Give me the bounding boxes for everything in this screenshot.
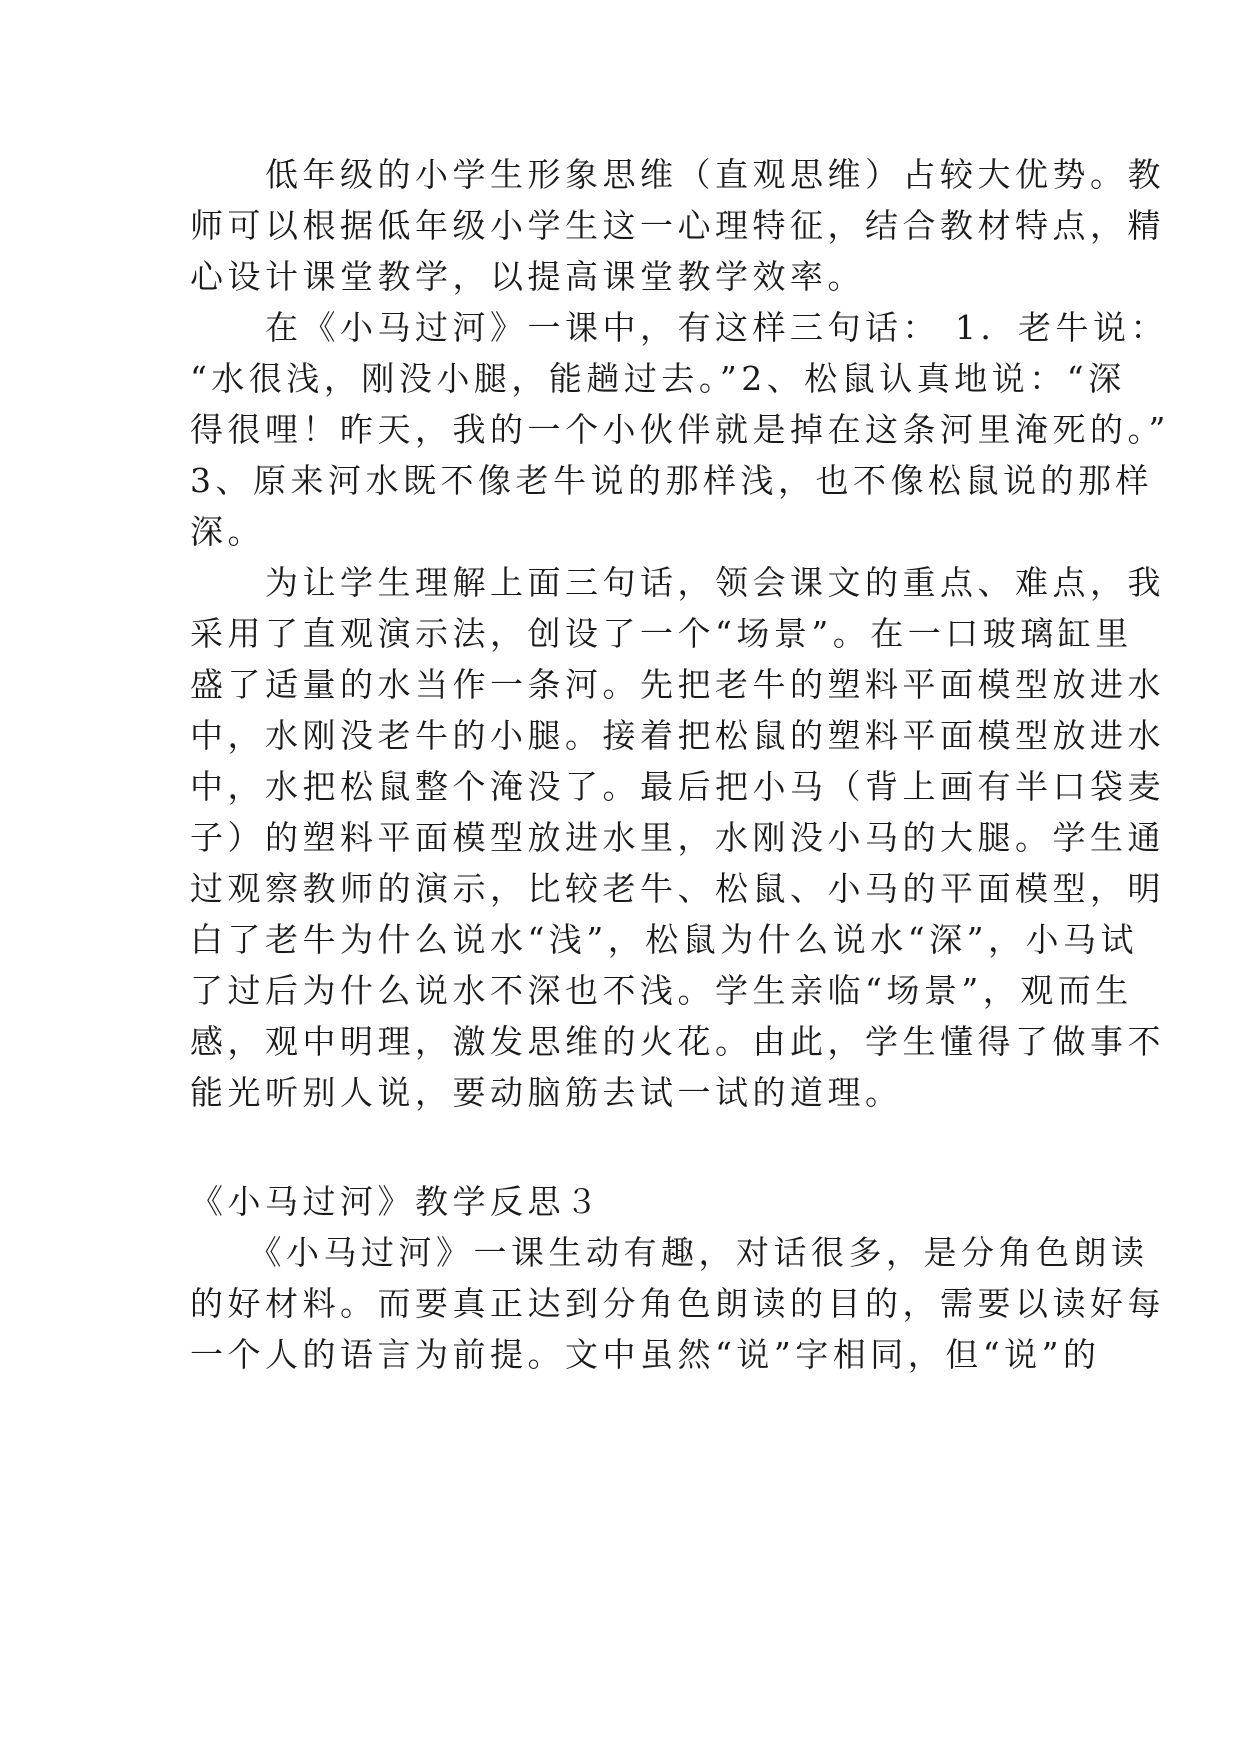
text-line: 低年级的小学生形象思维（直观思维）占较大优势。教 [190, 155, 1165, 194]
text-line: 一个人的语言为前提。文中虽然“说”字相同，但“说”的 [190, 1335, 1101, 1374]
text-line: 为让学生理解上面三句话，领会课文的重点、难点，我 [190, 563, 1165, 602]
text-line: 采用了直观演示法，创设了一个“场景”。在一口玻璃缸里 [190, 614, 1133, 653]
text-line: 中，水把松鼠整个淹没了。最后把小马（背上画有半口袋麦 [190, 767, 1165, 806]
text-line: 感，观中明理，激发思维的火花。由此，学生懂得了做事不 [190, 1022, 1165, 1061]
text-line: 白了老牛为什么说水“浅”，松鼠为什么说水“深”，小马试 [190, 920, 1138, 959]
text-line: 的好材料。而要真正达到分角色朗读的目的，需要以读好每 [190, 1284, 1165, 1323]
text-line: 深。 [190, 512, 265, 551]
text-line: 《小马过河》一课生动有趣，对话很多，是分角色朗读 [190, 1233, 1149, 1272]
text-line: 得很哩！昨天，我的一个小伙伴就是掉在这条河里淹死的。” [190, 410, 1170, 449]
text-line: “水很浅，刚没小腿，能趟过去。”2、松鼠认真地说：“深 [190, 359, 1126, 398]
text-line: 过观察教师的演示，比较老牛、松鼠、小马的平面模型，明 [190, 869, 1165, 908]
text-line: 师可以根据低年级小学生这一心理特征，结合教材特点，精 [190, 206, 1165, 245]
text-line: 了过后为什么说水不深也不浅。学生亲临“场景”，观而生 [190, 971, 1133, 1010]
text-line: 心设计课堂教学，以提高课堂教学效率。 [190, 257, 865, 296]
text-line: 盛了适量的水当作一条河。先把老牛的塑料平面模型放进水 [190, 665, 1165, 704]
text-line: 3、原来河水既不像老牛说的那样浅，也不像松鼠说的那样 [190, 461, 1153, 500]
text-line: 在《小马过河》一课中，有这样三句话： 1．老牛说： [190, 308, 1168, 347]
text-line: 中，水刚没老牛的小腿。接着把松鼠的塑料平面模型放进水 [190, 716, 1165, 755]
text-line: 子）的塑料平面模型放进水里，水刚没小马的大腿。学生通 [190, 818, 1165, 857]
section-heading: 《小马过河》教学反思３ [190, 1182, 603, 1221]
text-line: 能光听别人说，要动脑筋去试一试的道理。 [190, 1073, 903, 1112]
